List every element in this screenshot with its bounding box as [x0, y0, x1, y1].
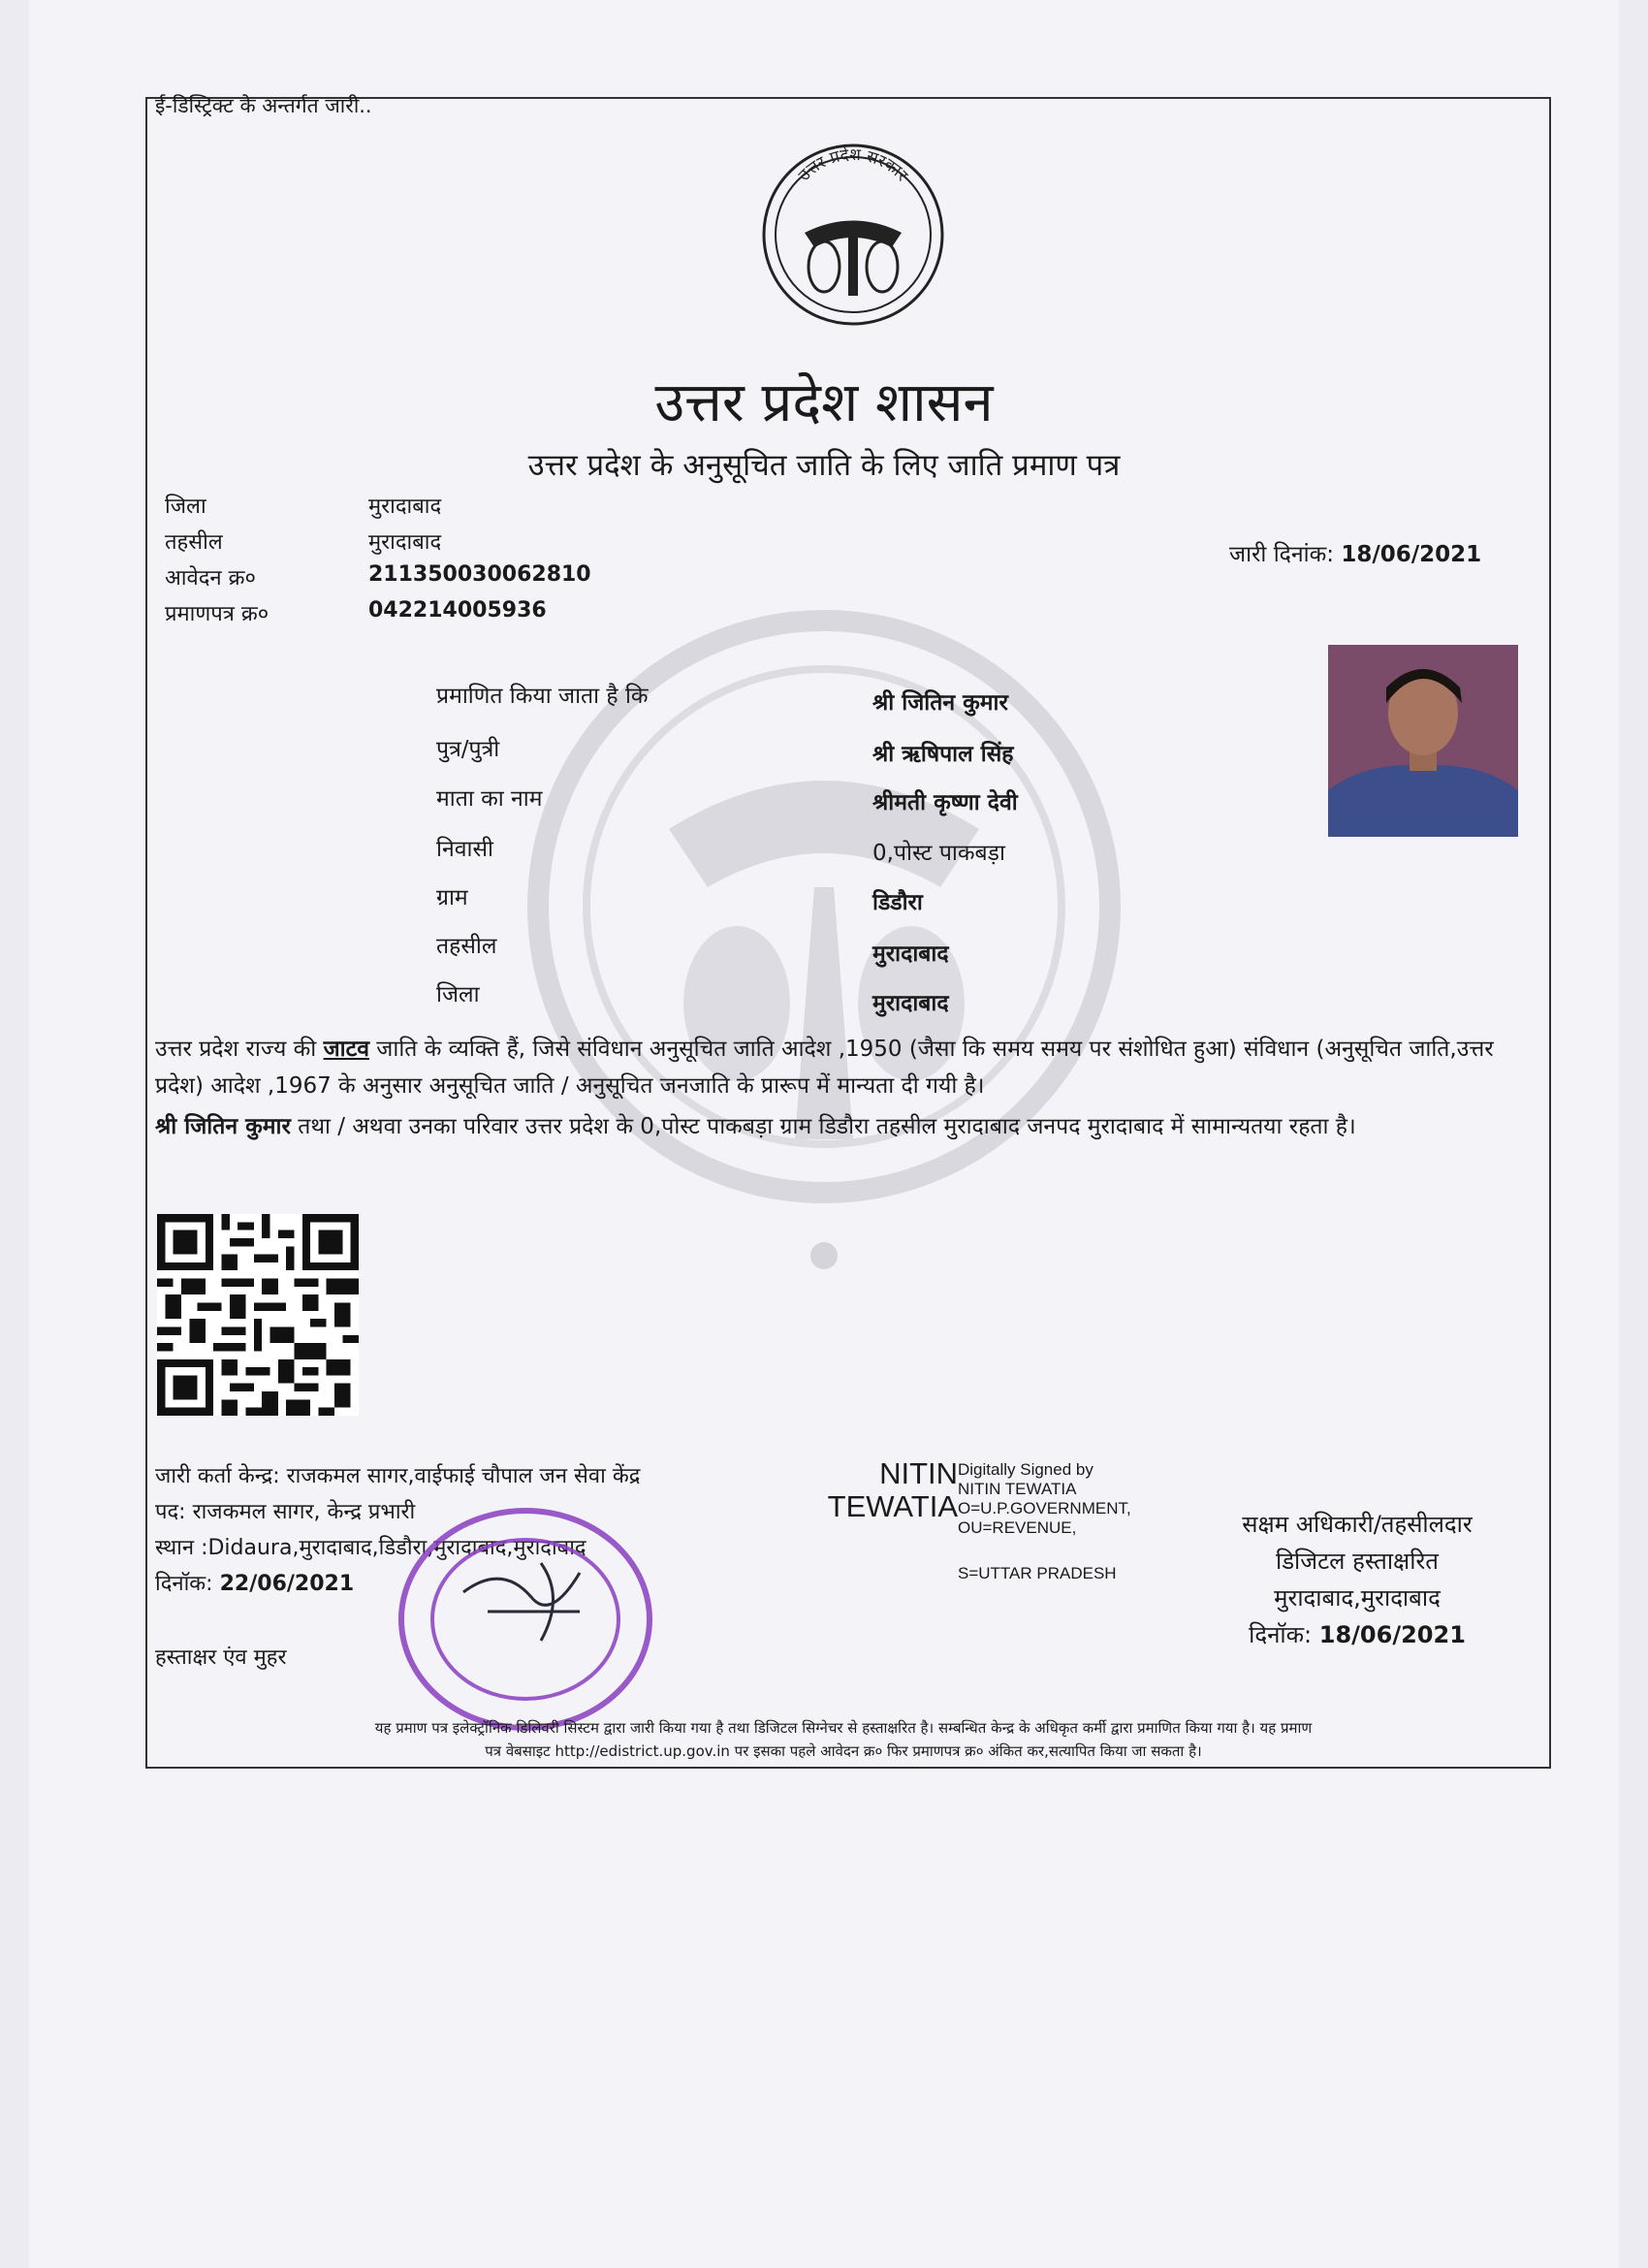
- meta-value-district: मुरादाबाद: [368, 495, 442, 519]
- field-label-mother: माता का नाम: [436, 786, 543, 812]
- digital-signer-name: [812, 1457, 958, 1523]
- sig-line-3: O=U.P.GOVERNMENT,: [958, 1499, 1131, 1517]
- applicant-photo: [1328, 645, 1518, 837]
- meta-label-tehsil: तहसील: [165, 530, 223, 555]
- issuer-post: पद: राजकमल सागर, केन्द्र प्रभारी: [155, 1500, 416, 1524]
- body-text-b: जाति के व्यक्ति हैं, जिसे संविधान अनुसूचित जाति आदेश ,1950 (जैसा कि समय समय पर संशोधित हुआ) संविधान (अनुसूचित जाति,उत्तर प्रदेश) आदेश ,1967 के अनुसार अनुसूचित जाति / अनुसूचित जनजाति के प्रारूप में मान्यता दी गयी है।: [155, 1037, 1494, 1099]
- field-label-parent: पुत्र/पुत्री: [436, 737, 500, 762]
- issuer-date: [155, 1568, 354, 1597]
- issue-date: [1229, 537, 1481, 568]
- meta-value-application-no: 211350030062810: [368, 562, 591, 587]
- field-value-parent: श्री ऋषिपाल सिंह: [872, 742, 1014, 767]
- signer-last-name: TEWATIA: [827, 1489, 958, 1523]
- meta-label-certificate-no: प्रमाणपत्र क्र०: [165, 602, 269, 626]
- field-value-village: डिडौरा: [872, 890, 923, 915]
- authority-date-value: 18/06/2021: [1318, 1621, 1466, 1648]
- certificate-body-residence: [155, 1108, 1532, 1145]
- issuing-center: जारी कर्ता केन्द्र: राजकमल सागर,वाईफाई चौपाल जन सेवा केंद्र: [155, 1464, 641, 1488]
- body-residence-text: तथा / अथवा उनका परिवार उत्तर प्रदेश के 0,पोस्ट पाकबड़ा ग्राम डिडौरा तहसील मुरादाबाद जनपद मुरादाबाद में सामान्यतया रहता है।: [290, 1114, 1356, 1139]
- field-label-district: जिला: [436, 982, 480, 1007]
- handwritten-signature: [463, 1563, 580, 1641]
- page-title: उत्तर प्रदेश शासन: [654, 371, 994, 434]
- issue-date-value: 18/06/2021: [1341, 542, 1482, 567]
- issue-date-label: जारी दिनांक:: [1229, 542, 1335, 567]
- certificate-body-caste: [155, 1031, 1532, 1104]
- field-label-certified: प्रमाणित किया जाता है कि: [436, 684, 649, 709]
- footer-line-2: पत्र वेबसाइट http://edistrict.up.gov.in पर इसका पहले आवेदन क्र० फिर प्रमाणपत्र क्र० अंकित कर,सत्यापित किया जा सकता है।: [485, 1742, 1202, 1760]
- issuer-date-label: दिनॉक:: [155, 1572, 213, 1596]
- certificate-subtitle: उत्तर प्रदेश के अनुसूचित जाति के लिए जाति प्रमाण पत्र: [527, 448, 1121, 483]
- field-value-tehsil: मुरादाबाद: [872, 942, 949, 967]
- authority-place: मुरादाबाद,मुरादाबाद: [1274, 1584, 1441, 1612]
- body-text-a: उत्तर प्रदेश राज्य की: [155, 1037, 324, 1062]
- qr-code-icon: [155, 1214, 361, 1416]
- field-label-resident: निवासी: [436, 837, 493, 862]
- meta-label-district: जिला: [165, 495, 206, 519]
- top-note: ई-डिस्ट्रिक्ट के अन्तर्गत जारी..: [155, 94, 372, 117]
- body-holder-name: श्री जितिन कुमार: [155, 1114, 291, 1139]
- digital-signature-details: [958, 1460, 1131, 1538]
- authority-title: सक्षम अधिकारी/तहसीलदार: [1242, 1511, 1473, 1538]
- field-label-tehsil: तहसील: [436, 934, 497, 959]
- caste-name: जाटव: [323, 1037, 369, 1062]
- up-government-emblem-icon: [761, 141, 945, 330]
- sig-line-4: OU=REVENUE,: [958, 1518, 1077, 1537]
- signer-first-name: NITIN: [879, 1456, 958, 1490]
- field-value-resident: 0,पोस्ट पाकबड़ा: [872, 841, 1005, 866]
- field-label-village: ग्राम: [436, 885, 468, 910]
- authority-date: [1183, 1618, 1532, 1650]
- footer-line-1: यह प्रमाण पत्र इलेक्ट्रॉनिक डिलिवरी सिस्टम द्वारा जारी किया गया है तथा डिजिटल सिग्नेचर से हस्ताक्षरित है। सम्बन्धित केन्द्र के अधिकृत कर्मी द्वारा प्रमाणित किया गया है। यह प्रमाण: [374, 1719, 1313, 1737]
- signature-label: हस्ताक्षर एंव मुहर: [155, 1645, 287, 1670]
- sig-line-1: Digitally Signed by: [958, 1460, 1093, 1479]
- issuer-place: स्थान :Didaura,मुरादाबाद,डिडौरा,मुरादाबाद,मुरादाबाद: [155, 1536, 586, 1560]
- authority-date-label: दिनॉक:: [1249, 1621, 1313, 1648]
- meta-label-application-no: आवेदन क्र०: [165, 566, 256, 591]
- issuer-date-value: 22/06/2021: [219, 1572, 355, 1596]
- authority-signed: डिजिटल हस्ताक्षरित: [1276, 1548, 1439, 1575]
- sig-line-2: NITIN TEWATIA: [958, 1480, 1077, 1498]
- field-value-mother: श्रीमती कृष्णा देवी: [872, 790, 1018, 815]
- field-value-district: मुरादाबाद: [872, 991, 949, 1016]
- svg-text:उत्तर प्रदेश सरकार: [795, 144, 912, 186]
- emblem-text: उत्तर प्रदेश सरकार: [794, 144, 912, 186]
- sig-line-5: S=UTTAR PRADESH: [958, 1564, 1117, 1582]
- field-value-name: श्री जितिन कुमार: [872, 690, 1008, 716]
- meta-value-tehsil: मुरादाबाद: [368, 530, 442, 555]
- issuer-seal-stamp: [396, 1505, 655, 1734]
- verification-footer: [155, 1716, 1532, 1763]
- meta-value-certificate-no: 042214005936: [368, 598, 547, 623]
